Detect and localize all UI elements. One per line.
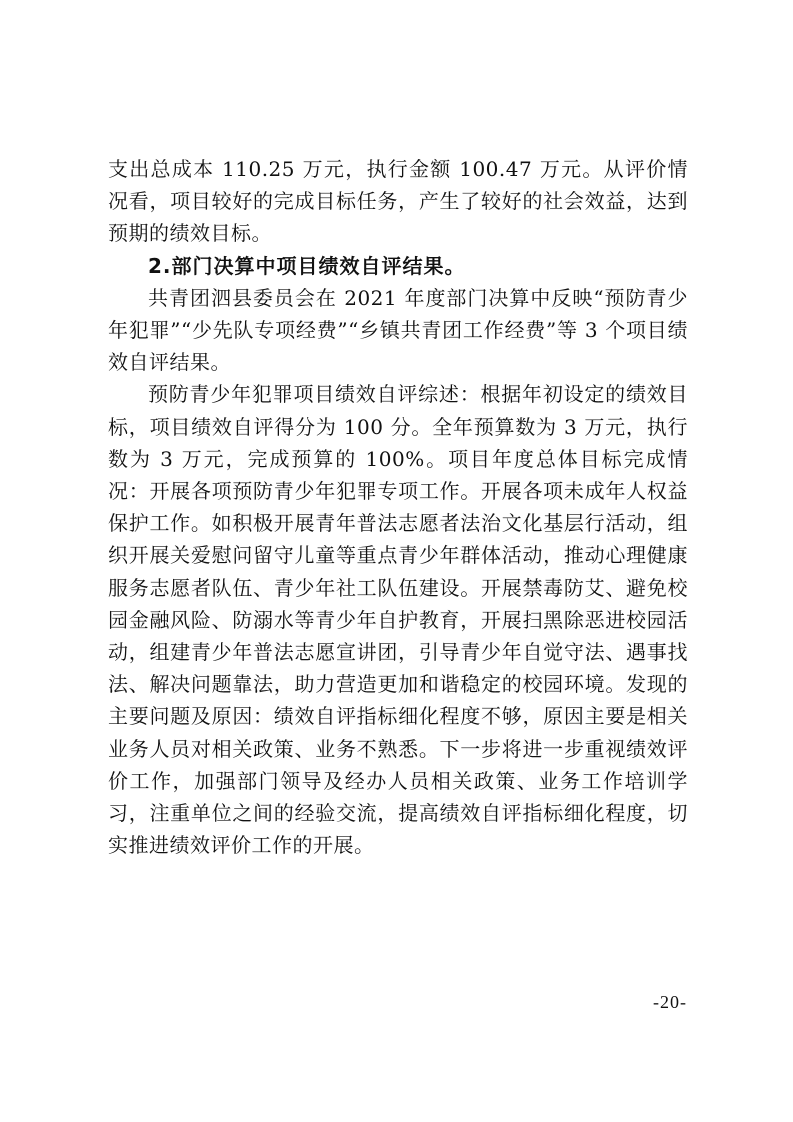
- section-heading: 2.部门决算中项目绩效自评结果。: [148, 253, 466, 278]
- page-number: -20-: [653, 992, 687, 1012]
- paragraph-intro: 共青团泗县委员会在 2021 年度部门决算中反映“预防青少年犯罪”“少先队专项经费”“乡镇共青团工作经费”等 3 个项目绩效自评结果。: [108, 285, 688, 375]
- paragraph-project-summary: 预防青少年犯罪项目绩效自评综述：根据年初设定的绩效目标，项目绩效自评得分为 100 分。全年预算数为 3 万元，执行数为 3 万元，完成预算的 100%。项目年度总体目标完成情况：开展各项预防青少年犯罪专项工作。开展各项未成年人权益保护工作。如积极开展青年普法志愿者法治文化基层行活动，组织开展关爱慰问留守儿童等重点青少年群体活动，推动心理健康服务志愿者队伍、青少年社工队伍建设。开展禁毒防艾、避免校园金融风险、防溺水等青少年自护教育，开展扫黑除恶进校园活动，组建青少年普法志愿宣讲团，引导青少年自觉守法、遇事找法、解决问题靠法，助力营造更加和谐稳定的校园环境。发现的主要问题及原因：绩效自评指标细化程度不够，原因主要是相关业务人员对相关政策、业务不熟悉。下一步将进一步重视绩效评价工作，加强部门领导及经办人员相关政策、业务工作培训学习，注重单位之间的经验交流，提高绩效自评指标细化程度，切实推进绩效评价工作的开展。: [108, 382, 688, 858]
- document-body: [108, 153, 688, 861]
- paragraph-continuation: 支出总成本 110.25 万元，执行金额 100.47 万元。从评价情况看，项目较好的完成目标任务，产生了较好的社会效益，达到预期的绩效目标。: [108, 157, 688, 246]
